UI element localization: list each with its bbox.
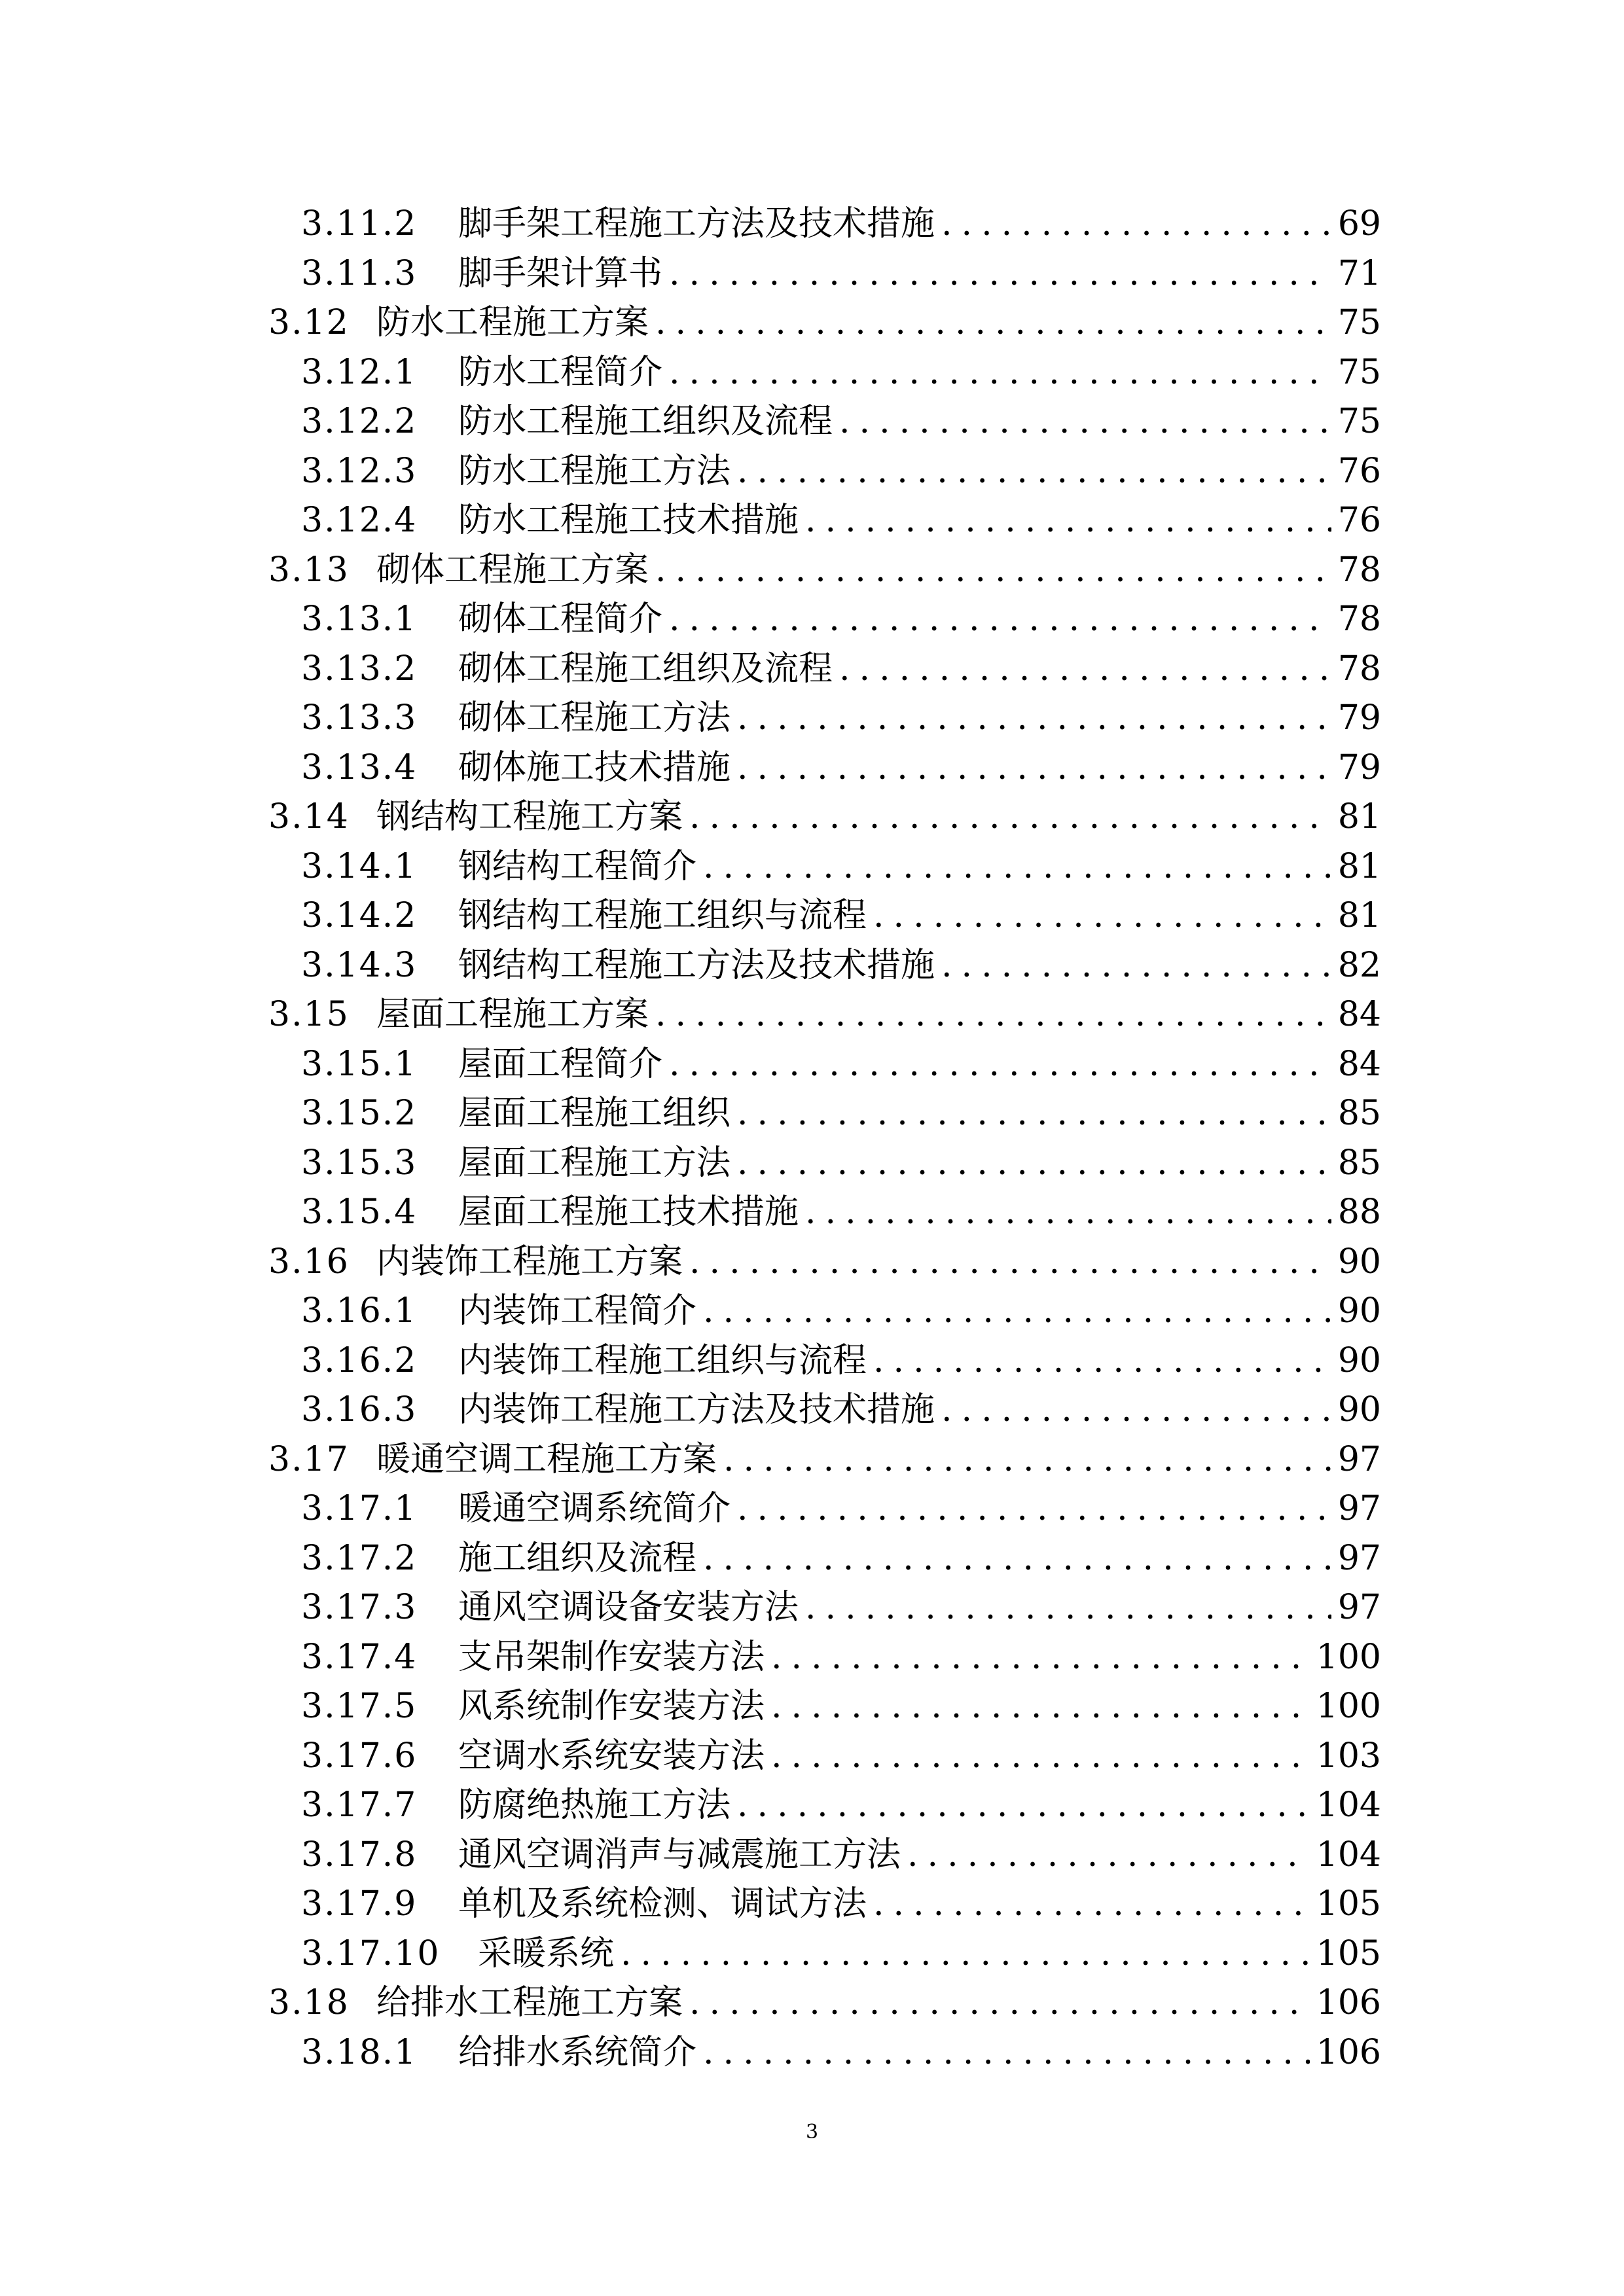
toc-entry-number: 3.15.3 <box>301 1143 418 1183</box>
toc-leader-dots <box>805 496 1331 546</box>
toc-entry[interactable] <box>268 1287 1381 1336</box>
toc-entry[interactable] <box>268 1682 1381 1732</box>
toc-entry-number: 3.18.1 <box>301 2032 418 2072</box>
toc-leader-dots <box>655 990 1331 1040</box>
toc-entry-title: 砌体工程施工方法 <box>458 698 731 738</box>
toc-entry-page: 103 <box>1316 1736 1381 1776</box>
toc-entry[interactable] <box>268 249 1381 299</box>
toc-entry-number: 3.13.3 <box>301 698 418 738</box>
toc-entry-title: 采暖系统 <box>478 1933 615 1973</box>
toc-entry-page: 90 <box>1337 1242 1381 1282</box>
toc-entry-number: 3.15.4 <box>301 1193 418 1232</box>
toc-entry-number: 3.17.2 <box>301 1538 418 1578</box>
toc-entry-number: 3.12.3 <box>301 451 418 491</box>
toc-entry-page: 76 <box>1337 501 1381 540</box>
toc-entry-page: 105 <box>1316 1933 1381 1973</box>
toc-entry-page: 97 <box>1337 1439 1381 1479</box>
toc-leader-dots <box>737 1139 1331 1189</box>
toc-entry-page: 84 <box>1337 995 1381 1034</box>
toc-leader-dots <box>941 1386 1331 1435</box>
page-number: 3 <box>805 2121 819 2144</box>
toc-leader-dots <box>805 1188 1331 1238</box>
toc-entry-title: 支吊架制作安装方法 <box>458 1637 765 1677</box>
toc-entry-page: 69 <box>1337 204 1381 243</box>
toc-entry-page: 97 <box>1337 1588 1381 1627</box>
toc-entry-page: 82 <box>1337 945 1381 985</box>
toc-entry[interactable] <box>268 1633 1381 1683</box>
toc-entry-title: 内装饰工程施工方案 <box>376 1242 683 1282</box>
toc-entry-page: 79 <box>1337 747 1381 787</box>
toc-entry-page: 78 <box>1337 600 1381 639</box>
toc-entry-title: 防腐绝热施工方法 <box>458 1785 731 1825</box>
toc-entry[interactable] <box>268 793 1381 842</box>
toc-entry-title: 风系统制作安装方法 <box>458 1687 765 1726</box>
toc-entry-title: 内装饰工程施工组织与流程 <box>458 1340 867 1380</box>
toc-leader-dots <box>907 1831 1310 1880</box>
toc-leader-dots <box>689 793 1331 842</box>
toc-entry-number: 3.14 <box>268 797 350 836</box>
toc-entry-page: 81 <box>1337 896 1381 935</box>
toc-entry-number: 3.17.8 <box>301 1835 418 1874</box>
toc-entry-title: 钢结构工程施工方案 <box>376 797 683 836</box>
toc-entry[interactable] <box>268 694 1381 744</box>
toc-entry-number: 3.18 <box>268 1983 350 2022</box>
toc-leader-dots <box>703 2028 1310 2078</box>
toc-entry-number: 3.16.3 <box>301 1390 418 1429</box>
toc-entry[interactable] <box>268 1880 1381 1929</box>
toc-entry-number: 3.17.6 <box>301 1736 418 1776</box>
toc-entry-number: 3.15 <box>268 995 350 1034</box>
toc-entry-number: 3.11.3 <box>301 253 418 293</box>
toc-entry-title: 防水工程简介 <box>458 352 663 392</box>
toc-entry-number: 3.15.1 <box>301 1044 418 1084</box>
toc-entry-title: 脚手架计算书 <box>458 253 663 293</box>
toc-leader-dots <box>873 1880 1310 1929</box>
toc-leader-dots <box>941 941 1331 991</box>
toc-entry[interactable] <box>268 298 1381 348</box>
toc-entry-title: 空调水系统安装方法 <box>458 1736 765 1776</box>
toc-entry-page: 75 <box>1337 352 1381 392</box>
toc-entry-page: 79 <box>1337 698 1381 738</box>
toc-leader-dots <box>621 1929 1310 1979</box>
toc-entry-page: 71 <box>1337 253 1381 293</box>
toc-entry-number: 3.17.4 <box>301 1637 418 1677</box>
toc-entry[interactable] <box>268 941 1381 991</box>
toc-entry[interactable] <box>268 1040 1381 1090</box>
toc-entry[interactable] <box>268 990 1381 1040</box>
toc-leader-dots <box>669 1040 1331 1090</box>
toc-entry-number: 3.17.9 <box>301 1884 418 1924</box>
toc-entry-page: 104 <box>1316 1785 1381 1825</box>
toc-entry-number: 3.11.2 <box>301 204 418 243</box>
toc-entry[interactable] <box>268 1139 1381 1189</box>
toc-entry[interactable] <box>268 744 1381 793</box>
toc-leader-dots <box>655 546 1331 596</box>
toc-entry-page: 97 <box>1337 1538 1381 1578</box>
toc-entry-title: 屋面工程施工方案 <box>376 995 649 1034</box>
toc-entry-number: 3.17.5 <box>301 1687 418 1726</box>
toc-entry-title: 砌体施工技术措施 <box>458 747 731 787</box>
toc-entry-number: 3.13.2 <box>301 649 418 689</box>
toc-entry-number: 3.16.1 <box>301 1291 418 1331</box>
toc-entry-title: 施工组织及流程 <box>458 1538 697 1578</box>
toc-entry-page: 85 <box>1337 1094 1381 1133</box>
toc-entry[interactable] <box>268 891 1381 941</box>
toc-entry-page: 106 <box>1316 1983 1381 2022</box>
toc-entry[interactable] <box>268 1336 1381 1386</box>
toc-entry-title: 钢结构工程简介 <box>458 846 697 886</box>
toc-entry-title: 防水工程施工组织及流程 <box>458 402 833 441</box>
toc-entry-page: 76 <box>1337 451 1381 491</box>
toc-entry-page: 106 <box>1316 2032 1381 2072</box>
toc-leader-dots <box>771 1732 1310 1782</box>
toc-entry-title: 暖通空调工程施工方案 <box>376 1439 717 1479</box>
toc-leader-dots <box>703 1287 1331 1336</box>
toc-entry-number: 3.13.4 <box>301 747 418 787</box>
toc-entry-title: 钢结构工程施工方法及技术措施 <box>458 945 935 985</box>
toc-entry-number: 3.17.1 <box>301 1489 418 1528</box>
toc-leader-dots <box>771 1633 1310 1683</box>
toc-leader-dots <box>723 1435 1331 1485</box>
toc-entry[interactable] <box>268 397 1381 447</box>
toc-entry-number: 3.17.3 <box>301 1588 418 1627</box>
toc-entry-title: 通风空调设备安装方法 <box>458 1588 799 1627</box>
toc-entry-number: 3.16 <box>268 1242 350 1282</box>
toc-entry-title: 防水工程施工方案 <box>376 303 649 342</box>
toc-leader-dots <box>737 744 1331 793</box>
toc-entry[interactable] <box>268 1831 1381 1880</box>
toc-entry-title: 内装饰工程施工方法及技术措施 <box>458 1390 935 1429</box>
toc-entry-page: 100 <box>1316 1637 1381 1677</box>
toc-leader-dots <box>839 397 1331 447</box>
toc-entry-title: 给排水系统简介 <box>458 2032 697 2072</box>
toc-entry-number: 3.12.1 <box>301 352 418 392</box>
toc-entry-page: 84 <box>1337 1044 1381 1084</box>
toc-entry-title: 单机及系统检测、调试方法 <box>458 1884 867 1924</box>
toc-leader-dots <box>669 249 1331 299</box>
toc-leader-dots <box>737 447 1331 497</box>
toc-entry[interactable] <box>268 496 1381 546</box>
toc-leader-dots <box>703 842 1331 892</box>
toc-entry-page: 78 <box>1337 550 1381 590</box>
toc-entry-number: 3.17.10 <box>301 1933 441 1973</box>
toc-entry[interactable] <box>268 645 1381 694</box>
toc-leader-dots <box>737 694 1331 744</box>
toc-entry-page: 85 <box>1337 1143 1381 1183</box>
toc-entry-number: 3.12.4 <box>301 501 418 540</box>
toc-entry[interactable] <box>268 200 1381 249</box>
toc-leader-dots <box>737 1089 1331 1139</box>
toc-entry-page: 105 <box>1316 1884 1381 1924</box>
toc-entry[interactable] <box>268 1781 1381 1831</box>
toc-entry-page: 81 <box>1337 846 1381 886</box>
toc-leader-dots <box>805 1583 1331 1633</box>
toc-entry-page: 90 <box>1337 1390 1381 1429</box>
toc-entry-page: 104 <box>1316 1835 1381 1874</box>
toc-leader-dots <box>771 1682 1310 1732</box>
toc-entry[interactable] <box>268 2028 1381 2078</box>
toc-entry-title: 砌体工程施工组织及流程 <box>458 649 833 689</box>
toc-entry[interactable] <box>268 595 1381 645</box>
toc-entry-number: 3.14.2 <box>301 896 418 935</box>
toc-entry-title: 脚手架工程施工方法及技术措施 <box>458 204 935 243</box>
toc-entry-title: 砌体工程施工方案 <box>376 550 649 590</box>
toc-leader-dots <box>941 200 1331 249</box>
toc-entry-number: 3.16.2 <box>301 1340 418 1380</box>
toc-entry-title: 暖通空调系统简介 <box>458 1489 731 1528</box>
toc-entry-page: 75 <box>1337 303 1381 342</box>
toc-entry-page: 90 <box>1337 1340 1381 1380</box>
toc-entry[interactable] <box>268 1929 1381 1979</box>
toc-entry[interactable] <box>268 1089 1381 1139</box>
toc-entry-title: 钢结构工程施工组织与流程 <box>458 896 867 935</box>
toc-entry[interactable] <box>268 1238 1381 1287</box>
toc-leader-dots <box>689 1979 1310 2028</box>
toc-entry-page: 75 <box>1337 402 1381 441</box>
toc-entry-page: 90 <box>1337 1291 1381 1331</box>
toc-entry-title: 防水工程施工技术措施 <box>458 501 799 540</box>
toc-leader-dots <box>689 1238 1331 1287</box>
toc-entry-number: 3.13 <box>268 550 350 590</box>
toc-entry-number: 3.14.3 <box>301 945 418 985</box>
toc-entry-page: 97 <box>1337 1489 1381 1528</box>
toc-entry-number: 3.12 <box>268 303 350 342</box>
table-of-contents <box>268 200 1381 2077</box>
toc-entry-page: 81 <box>1337 797 1381 836</box>
toc-leader-dots <box>669 595 1331 645</box>
toc-entry[interactable] <box>268 447 1381 497</box>
toc-leader-dots <box>873 891 1331 941</box>
toc-entry-title: 给排水工程施工方案 <box>376 1983 683 2022</box>
toc-entry-title: 防水工程施工方法 <box>458 451 731 491</box>
toc-entry-title: 屋面工程施工方法 <box>458 1143 731 1183</box>
toc-entry[interactable] <box>268 1979 1381 2028</box>
toc-entry[interactable] <box>268 1435 1381 1485</box>
toc-entry-page: 78 <box>1337 649 1381 689</box>
toc-entry[interactable] <box>268 1534 1381 1584</box>
toc-entry-number: 3.17 <box>268 1439 350 1479</box>
toc-entry-number: 3.13.1 <box>301 600 418 639</box>
toc-entry-title: 砌体工程简介 <box>458 600 663 639</box>
toc-entry[interactable] <box>268 348 1381 398</box>
toc-entry[interactable] <box>268 1188 1381 1238</box>
toc-entry-page: 100 <box>1316 1687 1381 1726</box>
toc-entry-title: 屋面工程施工技术措施 <box>458 1193 799 1232</box>
toc-entry[interactable] <box>268 1484 1381 1534</box>
toc-entry[interactable] <box>268 1732 1381 1782</box>
toc-entry-page: 88 <box>1337 1193 1381 1232</box>
toc-leader-dots <box>737 1781 1310 1831</box>
toc-entry[interactable] <box>268 1583 1381 1633</box>
toc-leader-dots <box>669 348 1331 398</box>
toc-leader-dots <box>703 1534 1331 1584</box>
toc-leader-dots <box>655 298 1331 348</box>
toc-entry-title: 内装饰工程简介 <box>458 1291 697 1331</box>
toc-entry-number: 3.15.2 <box>301 1094 418 1133</box>
toc-entry-number: 3.17.7 <box>301 1785 418 1825</box>
toc-entry[interactable] <box>268 1386 1381 1435</box>
toc-entry-title: 屋面工程施工组织 <box>458 1094 731 1133</box>
toc-entry-number: 3.12.2 <box>301 402 418 441</box>
toc-leader-dots <box>873 1336 1331 1386</box>
toc-entry[interactable] <box>268 546 1381 596</box>
toc-entry-title: 屋面工程简介 <box>458 1044 663 1084</box>
toc-leader-dots <box>839 645 1331 694</box>
toc-leader-dots <box>737 1484 1331 1534</box>
toc-entry-title: 通风空调消声与减震施工方法 <box>458 1835 901 1874</box>
toc-entry-number: 3.14.1 <box>301 846 418 886</box>
toc-entry[interactable] <box>268 842 1381 892</box>
